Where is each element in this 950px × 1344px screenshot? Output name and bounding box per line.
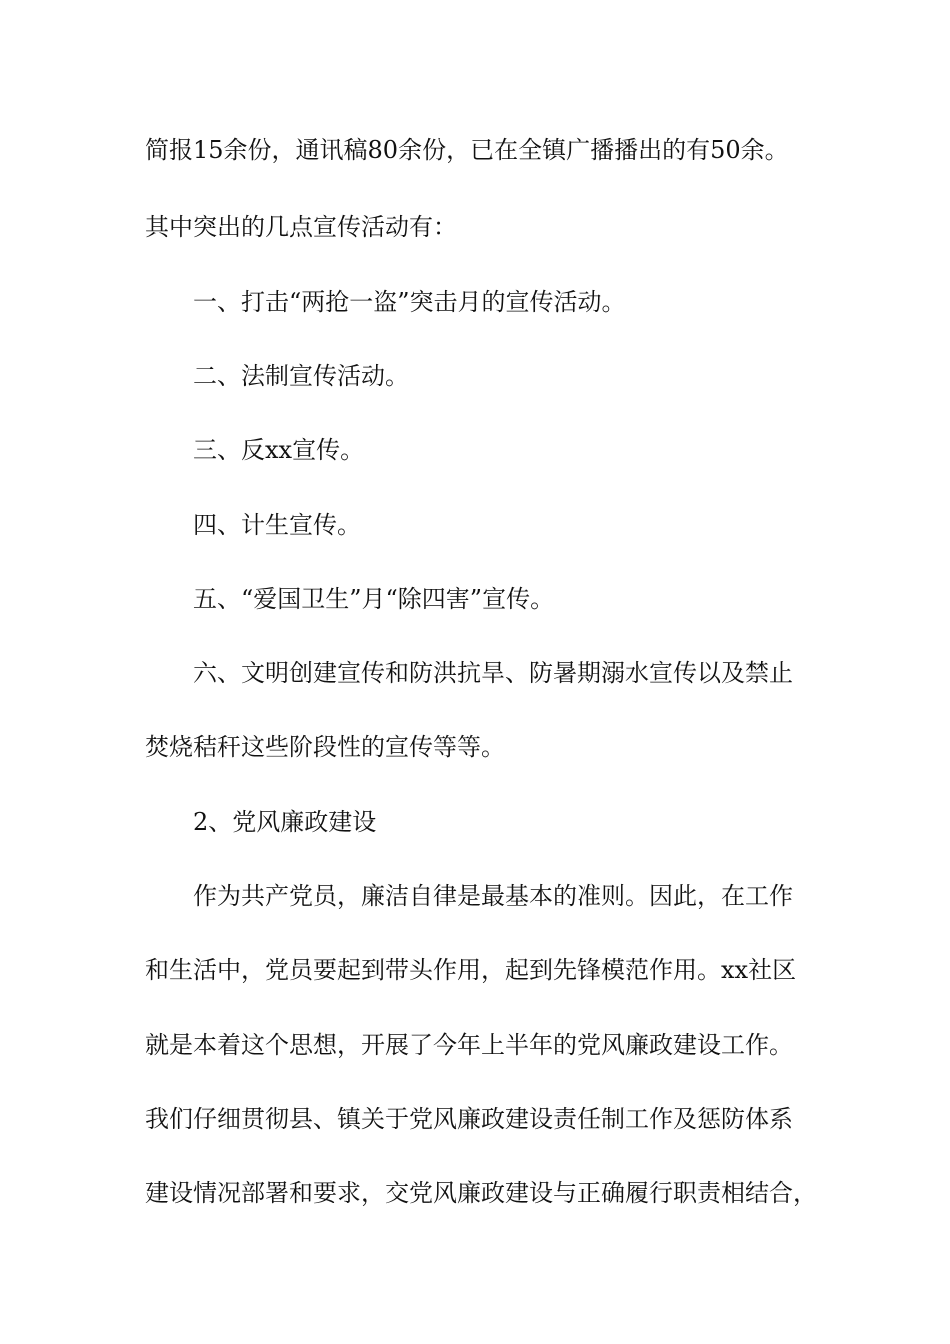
section-heading: 2、党风廉政建设 [193, 808, 377, 836]
text-line: 二、法制宣传活动。 [193, 362, 409, 390]
text-line: 我们仔细贯彻县、镇关于党风廉政建设责任制工作及惩防体系 [145, 1105, 793, 1133]
text-line: 简报15余份，通讯稿80余份，已在全镇广播播出的有50余。 [145, 136, 789, 164]
text-line: 焚烧秸秆这些阶段性的宣传等等。 [145, 733, 505, 761]
text-line: 一、打击“两抢一盗”突击月的宣传活动。 [193, 288, 626, 316]
text-line: 五、“爱国卫生”月“除四害”宣传。 [193, 585, 555, 613]
text-line: 其中突出的几点宣传活动有： [145, 213, 457, 241]
text-line: 作为共产党员，廉洁自律是最基本的准则。因此，在工作 [193, 882, 793, 910]
text-line: 和生活中，党员要起到带头作用，起到先锋模范作用。xx社区 [145, 956, 797, 984]
text-line: 建设情况部署和要求，交党风廉政建设与正确履行职责相结合， [145, 1179, 817, 1207]
text-line: 就是本着这个思想，开展了今年上半年的党风廉政建设工作。 [145, 1031, 793, 1059]
text-line: 四、计生宣传。 [193, 511, 361, 539]
text-line: 三、反xx宣传。 [193, 436, 365, 464]
text-line: 六、文明创建宣传和防洪抗旱、防暑期溺水宣传以及禁止 [193, 659, 793, 687]
